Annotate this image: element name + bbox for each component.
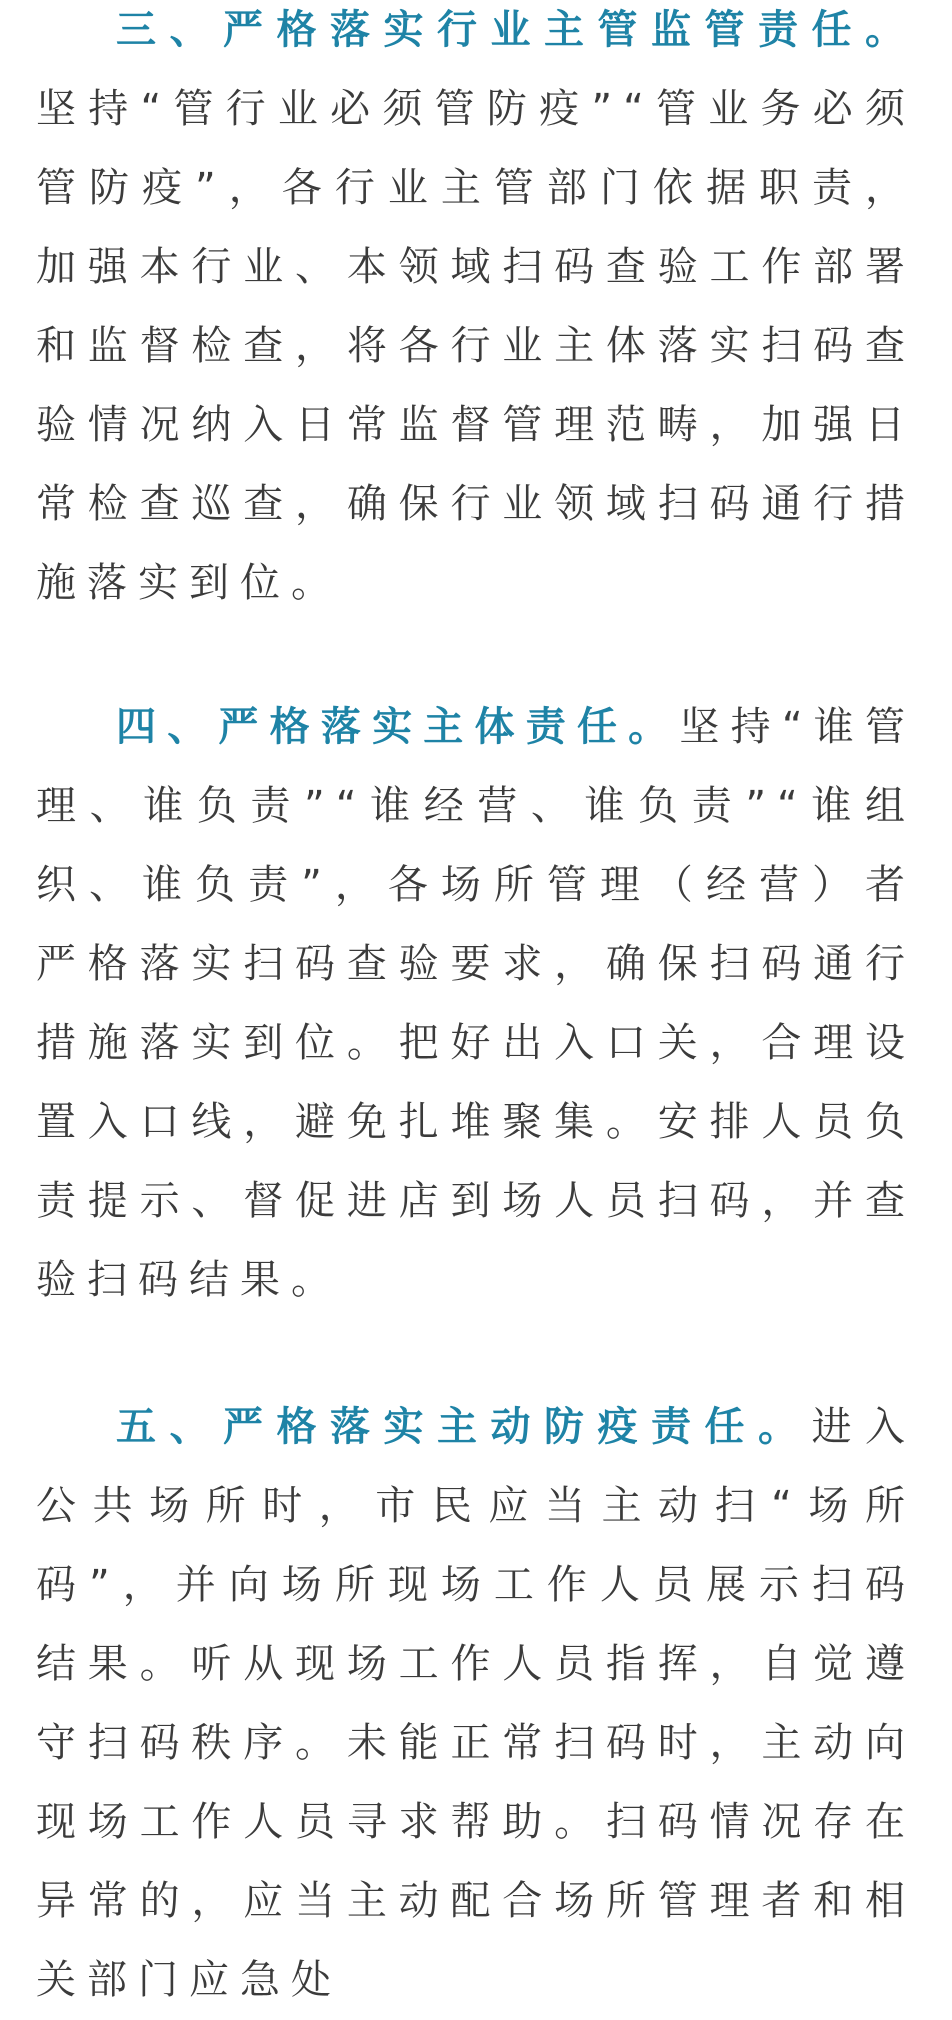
- section-five-paragraph: [36, 1388, 916, 2020]
- section-four-heading: 四、严格落实主体责任。: [116, 704, 680, 750]
- section-three-heading: 三、严格落实行业主管监管责任。: [116, 7, 916, 53]
- section-four-body: 坚持“谁管理、谁负责”“谁经营、谁负责”“谁组织、谁负责”，各场所管理（经营）者严格落实扫码查验要求，确保扫码通行措施落实到位。把好出入口关，合理设置入口线，避免扎堆聚集。安排人员负责提示、督促进店到场人员扫码，并查验扫码结果。: [36, 704, 916, 1303]
- section-five-body: 进入公共场所时，市民应当主动扫“场所码”，并向场所现场工作人员展示扫码结果。听从现场工作人员指挥，自觉遵守扫码秩序。未能正常扫码时，主动向现场工作人员寻求帮助。扫码情况存在异常的，应当主动配合场所管理者和相关部门应急处: [36, 1404, 916, 2003]
- section-four-paragraph: [36, 688, 916, 1320]
- section-five-heading: 五、严格落实主动防疫责任。: [116, 1404, 812, 1450]
- section-three-body: 坚持“管行业必须管防疫”“管业务必须管防疫”，各行业主管部门依据职责，加强本行业、本领域扫码查验工作部署和监督检查，将各行业主体落实扫码查验情况纳入日常监督管理范畴，加强日常检查巡查，确保行业领域扫码通行措施落实到位。: [36, 86, 916, 606]
- section-three-paragraph: [36, 0, 916, 623]
